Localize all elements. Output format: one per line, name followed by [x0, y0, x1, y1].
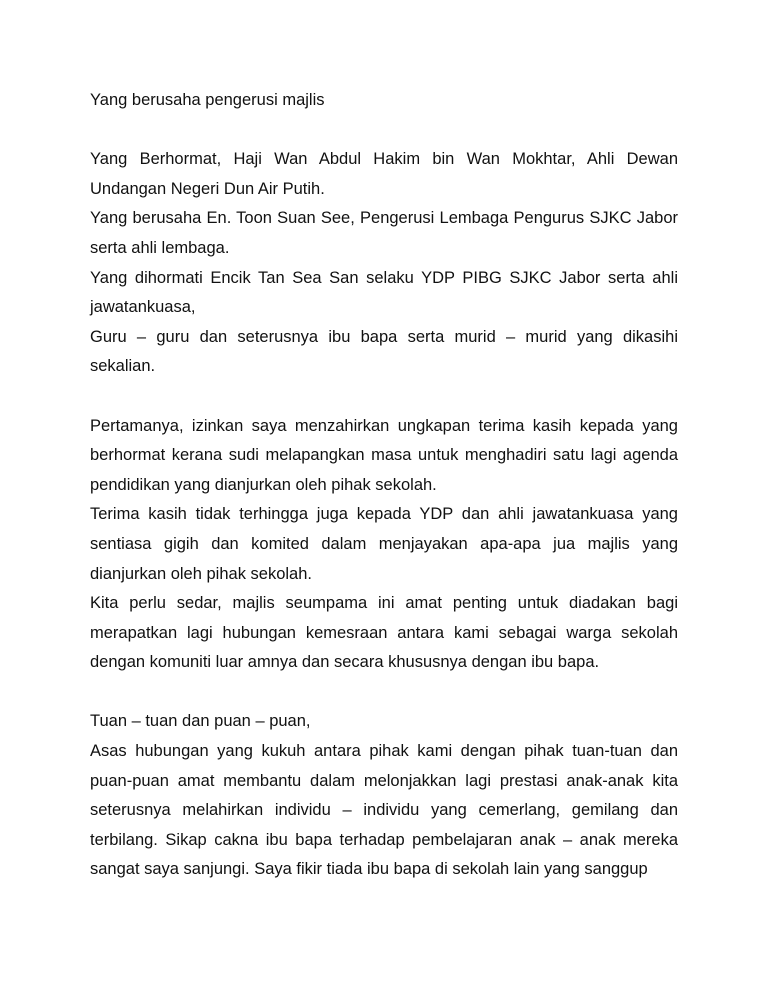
greeting-ydp: Yang dihormati Encik Tan Sea San selaku YDP PIBG SJKC Jabor serta ahli jawatankuasa, [90, 268, 678, 317]
thanks-paragraph: Pertamanya, izinkan saya menzahirkan ungkapan terima kasih kepada yang berhormat kerana sudi melapangkan masa untuk menghadiri satu lagi agenda pendidikan yang dianjurkan oleh pihak sekolah. [90, 416, 678, 494]
paragraph-spacer [90, 678, 678, 708]
paragraph-spacer [90, 116, 678, 146]
salutation: Yang berusaha pengerusi majlis [90, 91, 325, 109]
paragraph-spacer [90, 382, 678, 412]
greeting-yb: Yang Berhormat, Haji Wan Abdul Hakim bin Wan Mokhtar, Ahli Dewan Undangan Negeri Dun Air Putih. [90, 150, 678, 198]
relationship-paragraph: Asas hubungan yang kukuh antara pihak kami dengan pihak tuan-tuan dan puan-puan amat membantu dalam melonjakkan lagi prestasi anak-anak kita seterusnya melahirkan individu – individu yang cemerlang, gemilang dan terbilang. Sikap cakna ibu bapa terhadap pembelajaran anak – anak mereka sangat saya sanjungi. Saya fikir tiada ibu bapa di sekolah lain yang sanggup [90, 742, 678, 879]
importance-paragraph: Kita perlu sedar, majlis seumpama ini amat penting untuk diadakan bagi merapatkan lagi hubungan kemesraan antara kami sebagai warga sekolah dengan komuniti luar amnya dan secara khususnya dengan ibu bapa. [90, 594, 678, 672]
greeting-chairman: Yang berusaha En. Toon Suan See, Pengerusi Lembaga Pengurus SJKC Jabor serta ahli lembaga. [90, 209, 678, 257]
thanks-ydp-paragraph: Terima kasih tidak terhingga juga kepada YDP dan ahli jawatankuasa yang sentiasa gigih dan komited dalam menjayakan apa-apa jua majlis yang dianjurkan oleh pihak sekolah. [90, 505, 678, 583]
greeting-teachers-parents: Guru – guru dan seterusnya ibu bapa serta murid – murid yang dikasihi sekalian. [90, 327, 678, 376]
address-audience: Tuan – tuan dan puan – puan, [90, 712, 311, 731]
speech-text [90, 86, 678, 885]
